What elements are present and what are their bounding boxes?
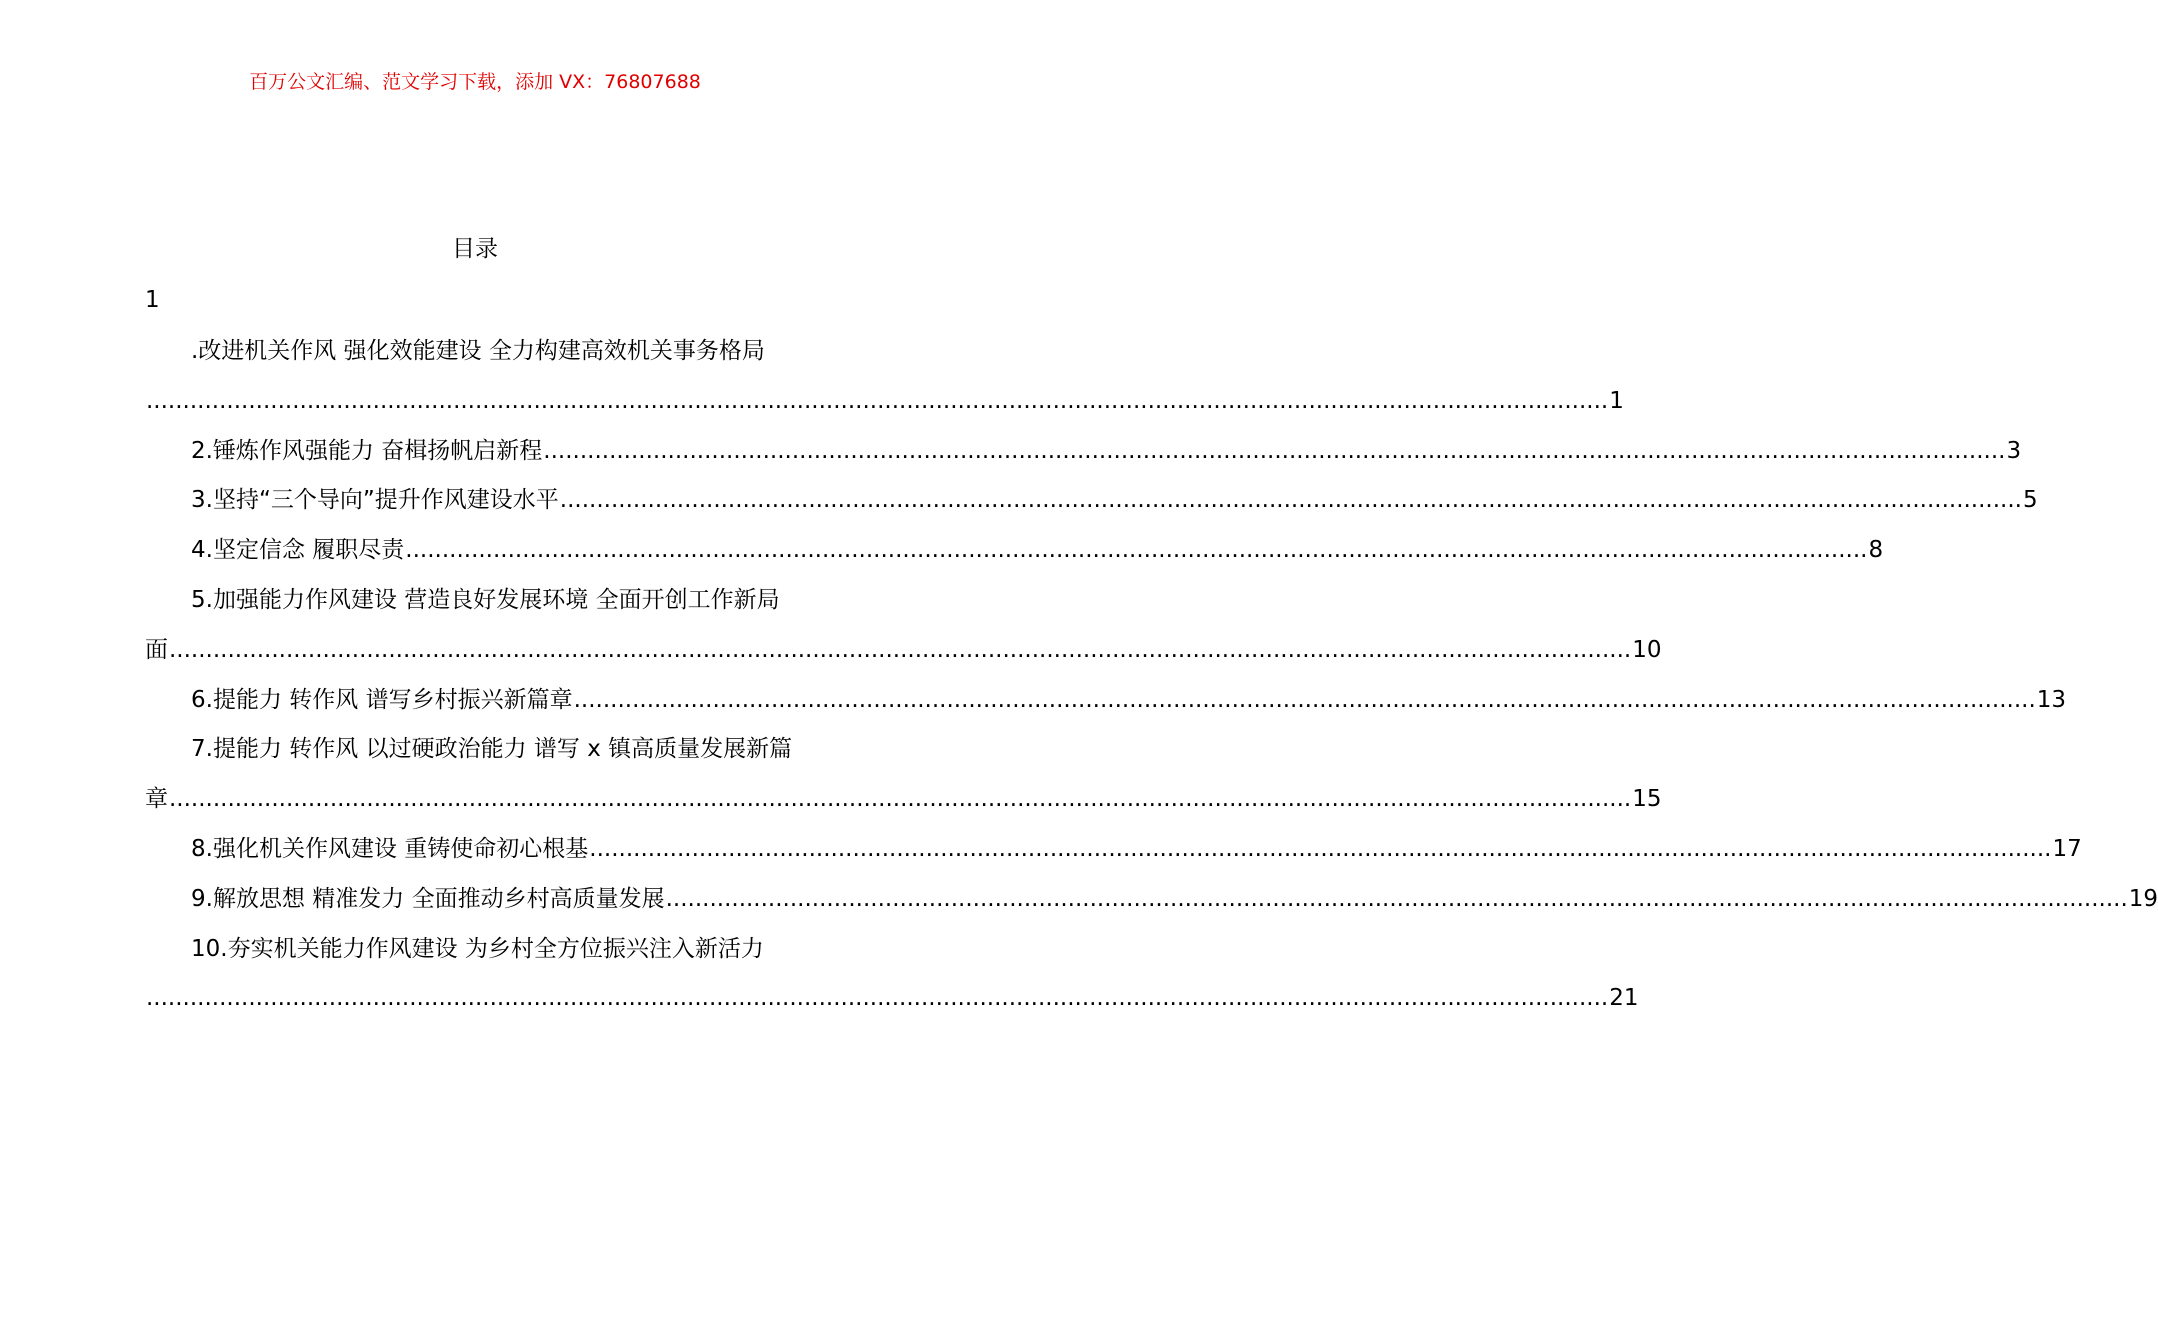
header-note: 百万公文汇编、范文学习下载，添加 VX：76807688	[249, 71, 701, 93]
toc-entry-9[interactable]	[145, 875, 2158, 925]
toc-entry-title: 6.提能力 转作风 谱写乡村振兴新篇章	[191, 686, 573, 713]
toc-entry-page: 5	[2023, 487, 2038, 514]
toc-prefix-number: 1	[145, 287, 160, 313]
toc-entry-title: 5.加强能力作风建设 营造良好发展环境 全面开创工作新局	[191, 586, 780, 613]
toc-leader-dots: ........................................................................................................................................................................................................	[146, 985, 1609, 1012]
toc-leader-dots: ........................................................................................................................................................................................................	[589, 835, 2052, 862]
toc-entry-page: 17	[2052, 835, 2082, 862]
toc-entry-title: 9.解放思想 精准发力 全面推动乡村高质量发展	[191, 885, 665, 912]
toc-entry-5[interactable]	[145, 576, 1662, 676]
toc-entry-title: 7.提能力 转作风 以过硬政治能力 谱写 x 镇高质量发展新篇	[191, 736, 793, 763]
toc-entry-page: 3	[2006, 437, 2022, 464]
toc-entry-page: 13	[2036, 686, 2067, 713]
toc-leader-dots: ........................................................................................................................................................................................................	[169, 636, 1632, 663]
toc-entry-3[interactable]	[145, 476, 2038, 526]
toc-entry-6[interactable]	[145, 676, 2067, 726]
toc-leader-dots: ........................................................................................................................................................................................................	[573, 686, 2036, 713]
toc-leader-dots: ........................................................................................................................................................................................................	[543, 437, 2006, 464]
toc-entry-page: 8	[1868, 537, 1884, 564]
toc-leader-dots: ........................................................................................................................................................................................................	[665, 885, 2128, 912]
toc-entry-title: 2.锤炼作风强能力 奋楫扬帆启新程	[191, 437, 543, 464]
toc-entry-title: 8.强化机关作风建设 重铸使命初心根基	[191, 835, 589, 862]
table-of-contents	[145, 327, 2158, 1024]
toc-entry-title: 3.坚持“三个导向”提升作风建设水平	[191, 487, 559, 514]
toc-leader-dots: ........................................................................................................................................................................................................	[146, 387, 1609, 414]
toc-entry-page: 21	[1609, 985, 1639, 1012]
toc-title: 目录	[452, 236, 498, 262]
toc-entry-page: 1	[1609, 387, 1624, 414]
toc-entry-title: 4.坚定信念 履职尽责	[191, 537, 405, 564]
toc-entry-page: 15	[1632, 786, 1662, 813]
toc-entry-8[interactable]	[145, 825, 2082, 875]
toc-entry-title: .改进机关作风 强化效能建设 全力构建高效机关事务格局	[191, 338, 765, 364]
toc-entry-7[interactable]	[145, 725, 1662, 825]
toc-entry-2[interactable]	[145, 427, 2022, 477]
toc-entry-4[interactable]	[145, 526, 1884, 576]
toc-leader-dots: ........................................................................................................................................................................................................	[169, 786, 1632, 813]
toc-leader-dots: ........................................................................................................................................................................................................	[405, 537, 1868, 564]
toc-entry-page: 10	[1632, 636, 1662, 663]
toc-leader-dots: ........................................................................................................................................................................................................	[559, 487, 2022, 514]
toc-entry-title: 10.夯实机关能力作风建设 为乡村全方位振兴注入新活力	[191, 935, 764, 962]
toc-entry-page: 19	[2128, 885, 2158, 912]
toc-entry-title-continuation: 章	[145, 786, 168, 813]
toc-entry-10[interactable]	[145, 925, 1639, 1025]
toc-entry-title-continuation: 面	[145, 636, 168, 663]
toc-entry-1[interactable]	[145, 327, 1624, 427]
